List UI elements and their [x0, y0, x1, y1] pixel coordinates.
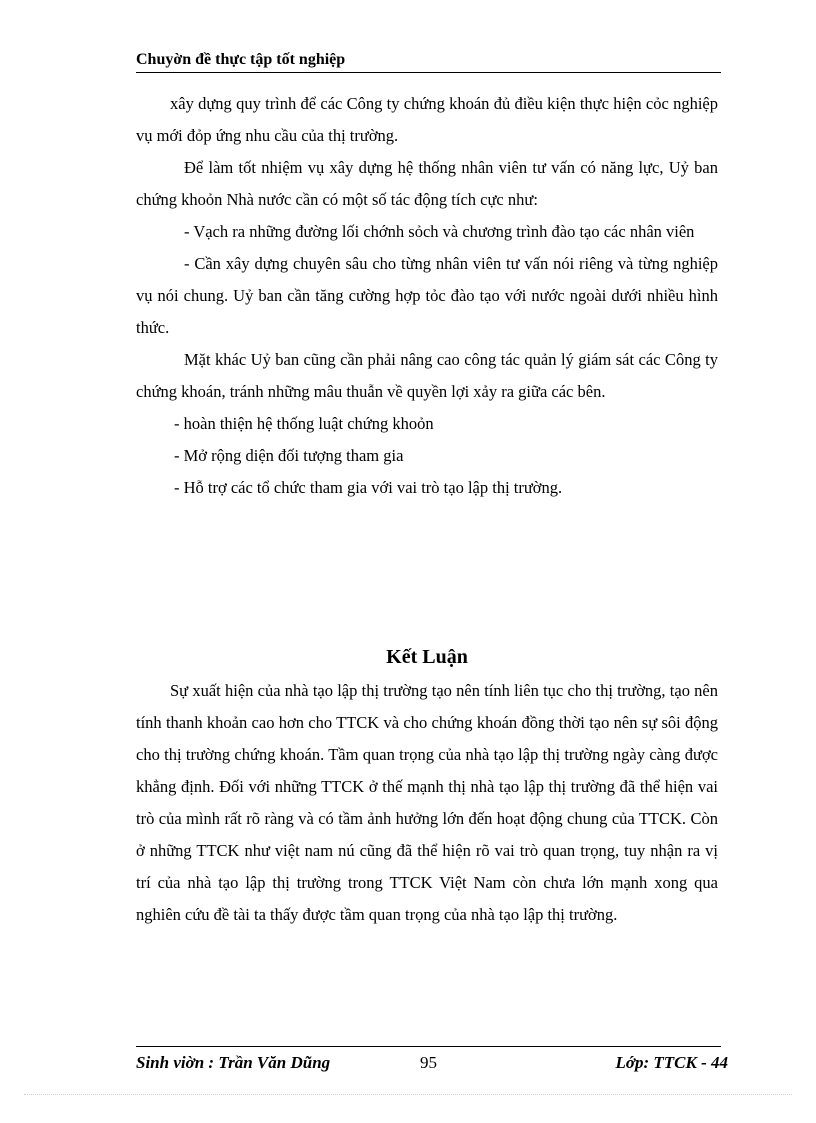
- body-content: [136, 88, 718, 504]
- header-title: Chuyờn đề thực tập tốt nghiệp: [136, 51, 346, 68]
- paragraph-3: - Vạch ra những đường lối chớnh sỏch và chương trình đào tạo các nhân viên: [184, 222, 695, 241]
- page-footer: [136, 1053, 728, 1077]
- footer-class-label: Lớp: TTCK - 44: [615, 1053, 728, 1072]
- page-number: 95: [420, 1053, 437, 1072]
- footer-student-name: Sinh viờn : Trần Văn Dũng: [136, 1053, 331, 1072]
- page-edge-divider: [24, 1094, 792, 1095]
- conclusion-paragraph: Sự xuất hiện của nhà tạo lập thị trường tạo nên tính liên tục cho thị trường, tạo nên tính thanh khoản cao hơn cho TTCK và cho chứng khoán đồng thời tạo nên sự sôi động cho thị trường chứng khoán. Tầm quan trọng của nhà tạo lập thị trường ngày càng được khẳng định. Đối với những TTCK ở thế mạnh thị nhà tạo lập thị trường đã thể hiện vai trò của mình rất rõ ràng và có tầm ảnh hưởng lớn đến hoạt động chung của TTCK. Còn ở những TTCK như việt nam nú cũng đã thể hiện rõ vai trò quan trọng, tuy nhận ra vị trí của nhà tạo lập thị trường trong TTCK Việt Nam còn chưa lớn mạnh xong qua nghiên cứu đề tài ta thấy được tầm quan trọng của nhà tạo lập thị trường.: [136, 681, 718, 924]
- conclusion-heading: Kết Luận: [386, 646, 468, 668]
- paragraph-4: - Cần xây dựng chuyên sâu cho từng nhân viên tư vấn nói riêng và từng nghiệp vụ nói chung. Uỷ ban cần tăng cường hợp tỏc đào tạo với nước ngoài dưới nhiều hình thức.: [136, 254, 718, 337]
- paragraph-2: Để làm tốt nhiệm vụ xây dựng hệ thống nhân viên tư vấn có năng lực, Uỷ ban chứng khoỏn Nhà nước cần có một số tác động tích cực như:: [136, 158, 718, 209]
- page-header: [136, 50, 721, 73]
- list-item: - hoàn thiện hệ thống luật chứng khoỏn: [174, 414, 434, 433]
- paragraph-5: Mặt khác Uỷ ban cũng cần phải nâng cao công tác quản lý giám sát các Công ty chứng khoán, tránh những mâu thuẫn về quyền lợi xảy ra giữa các bên.: [136, 350, 718, 401]
- list-item: - Hỗ trợ các tổ chức tham gia với vai trò tạo lập thị trường.: [174, 478, 563, 497]
- footer-divider: [136, 1046, 721, 1047]
- paragraph-1: xây dựng quy trình để các Công ty chứng khoán đủ điều kiện thực hiện cỏc nghiệp vụ mới đỏp ứng nhu cầu của thị trường.: [136, 94, 718, 145]
- conclusion-section: [136, 675, 718, 931]
- list-item: - Mở rộng diện đối tượng tham gia: [174, 446, 404, 465]
